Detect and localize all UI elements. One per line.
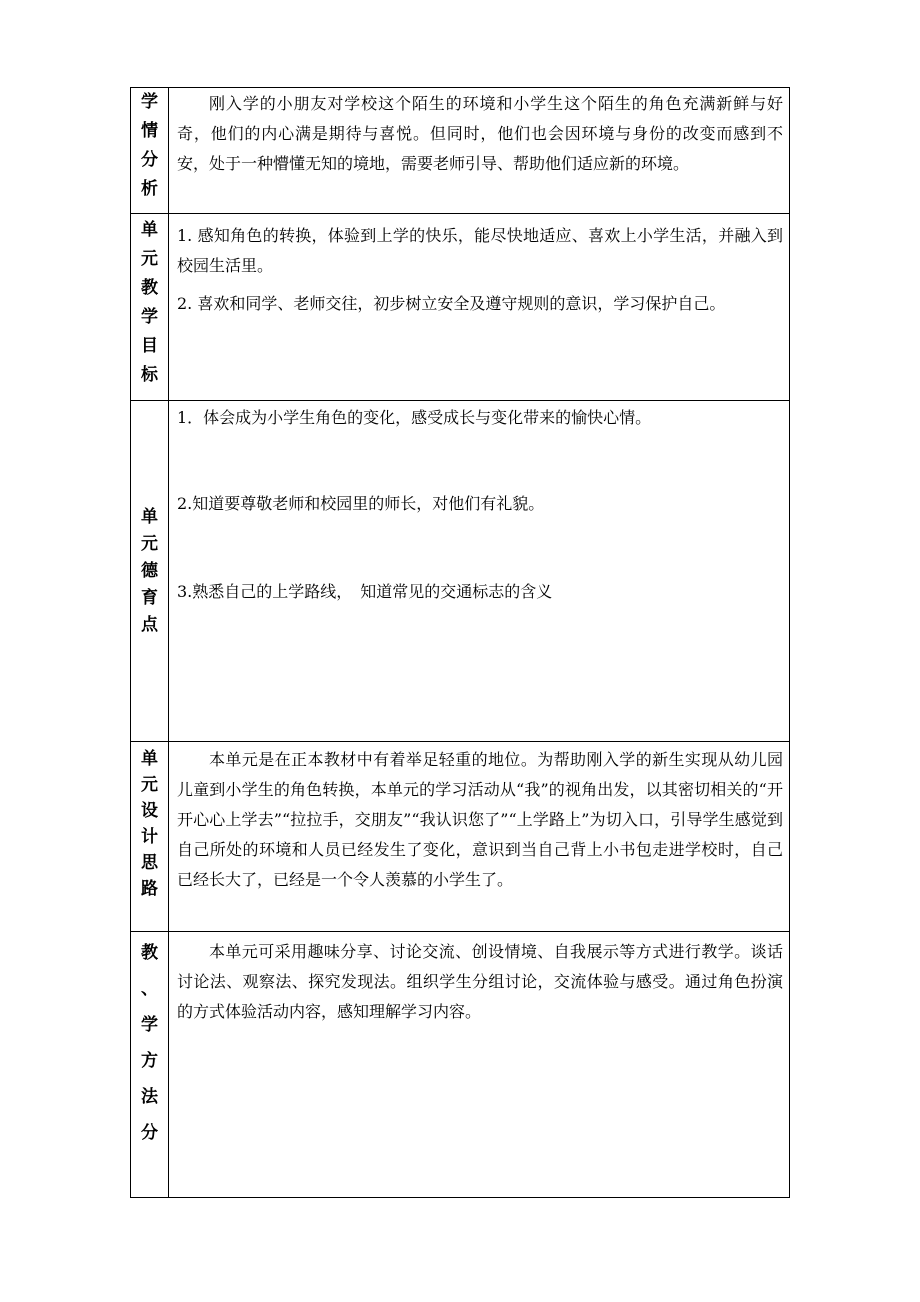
content-paragraph: 1. 感知角色的转换，体验到上学的快乐，能尽快地适应、喜欢上小学生活，并融入到校园生活里。 (177, 226, 783, 275)
label-char: 单 (141, 749, 158, 769)
label-char: 德 (141, 560, 158, 581)
content-paragraph: 本单元可采用趣味分享、讨论交流、创设情境、自我展示等方式进行教学。谈话讨论法、观察法、探究发现法。组织学生分组讨论，交流体验与感受。通过角色扮演的方式体验活动内容，感知理解学习内容。 (177, 942, 783, 1021)
label-char: 目 (141, 336, 158, 356)
row-learner-analysis (131, 88, 790, 214)
label-char: 元 (141, 249, 158, 269)
label-char: 教 (141, 943, 158, 963)
row-content (169, 932, 790, 1198)
row-unit-design-ideas (131, 742, 790, 932)
label-char: 元 (141, 775, 158, 795)
row-label (131, 214, 169, 401)
label-char: 单 (141, 220, 158, 240)
label-char: 学 (141, 92, 158, 112)
label-char: 计 (141, 827, 158, 847)
label-char: 教 (141, 278, 158, 298)
label-char: 育 (141, 587, 158, 608)
label-char: 分 (141, 1123, 158, 1143)
row-moral-education-points (131, 401, 790, 742)
label-char: 标 (141, 365, 158, 385)
row-label (131, 88, 169, 214)
label-char: 学 (141, 1015, 158, 1035)
label-char: 元 (141, 533, 158, 554)
row-label (131, 401, 169, 742)
label-char: 、 (141, 979, 158, 999)
row-content (169, 214, 790, 401)
content-paragraph: 1．体会成为小学生角色的变化，感受成长与变化带来的愉快心情。 (177, 408, 652, 427)
label-char: 单 (141, 506, 158, 527)
lesson-plan-table (130, 87, 790, 1198)
label-char: 法 (141, 1087, 158, 1107)
row-content (169, 742, 790, 932)
row-teaching-learning-methods (131, 932, 790, 1198)
label-char: 点 (141, 614, 158, 635)
content-paragraph: 2.知道要尊敬老师和校园里的师长，对他们有礼貌。 (177, 494, 545, 513)
label-char: 分 (141, 150, 158, 170)
content-paragraph: 刚入学的小朋友对学校这个陌生的环境和小学生这个陌生的角色充满新鲜与好奇，他们的内心满是期待与喜悦。但同时，他们也会因环境与身份的改变而感到不安，处于一种懵懂无知的境地，需要老师引导、帮助他们适应新的环境。 (177, 94, 783, 173)
label-char: 析 (141, 179, 158, 199)
row-content (169, 401, 790, 742)
row-unit-teaching-goals (131, 214, 790, 401)
label-char: 路 (141, 879, 158, 899)
label-char: 思 (141, 853, 158, 873)
label-char: 情 (141, 121, 158, 141)
label-char: 方 (141, 1051, 158, 1071)
row-content (169, 88, 790, 214)
content-paragraph: 2. 喜欢和同学、老师交往，初步树立安全及遵守规则的意识，学习保护自己。 (177, 294, 726, 313)
label-char: 学 (141, 307, 158, 327)
content-paragraph: 3.熟悉自己的上学路线， 知道常见的交通标志的含义 (177, 582, 553, 601)
row-label (131, 742, 169, 932)
content-paragraph: 本单元是在正本教材中有着举足轻重的地位。为帮助刚入学的新生实现从幼儿园儿童到小学生的角色转换，本单元的学习活动从“我”的视角出发，以其密切相关的“开开心心上学去”“拉拉手，交朋友”“我认识您了”“上学路上”为切入口，引导学生感觉到自己所处的环境和人员已经发生了变化，意识到当自己背上小书包走进学校时，自己已经长大了，已经是一个令人羡慕的小学生了。 (177, 750, 783, 889)
row-label (131, 932, 169, 1198)
label-char: 设 (141, 801, 158, 821)
